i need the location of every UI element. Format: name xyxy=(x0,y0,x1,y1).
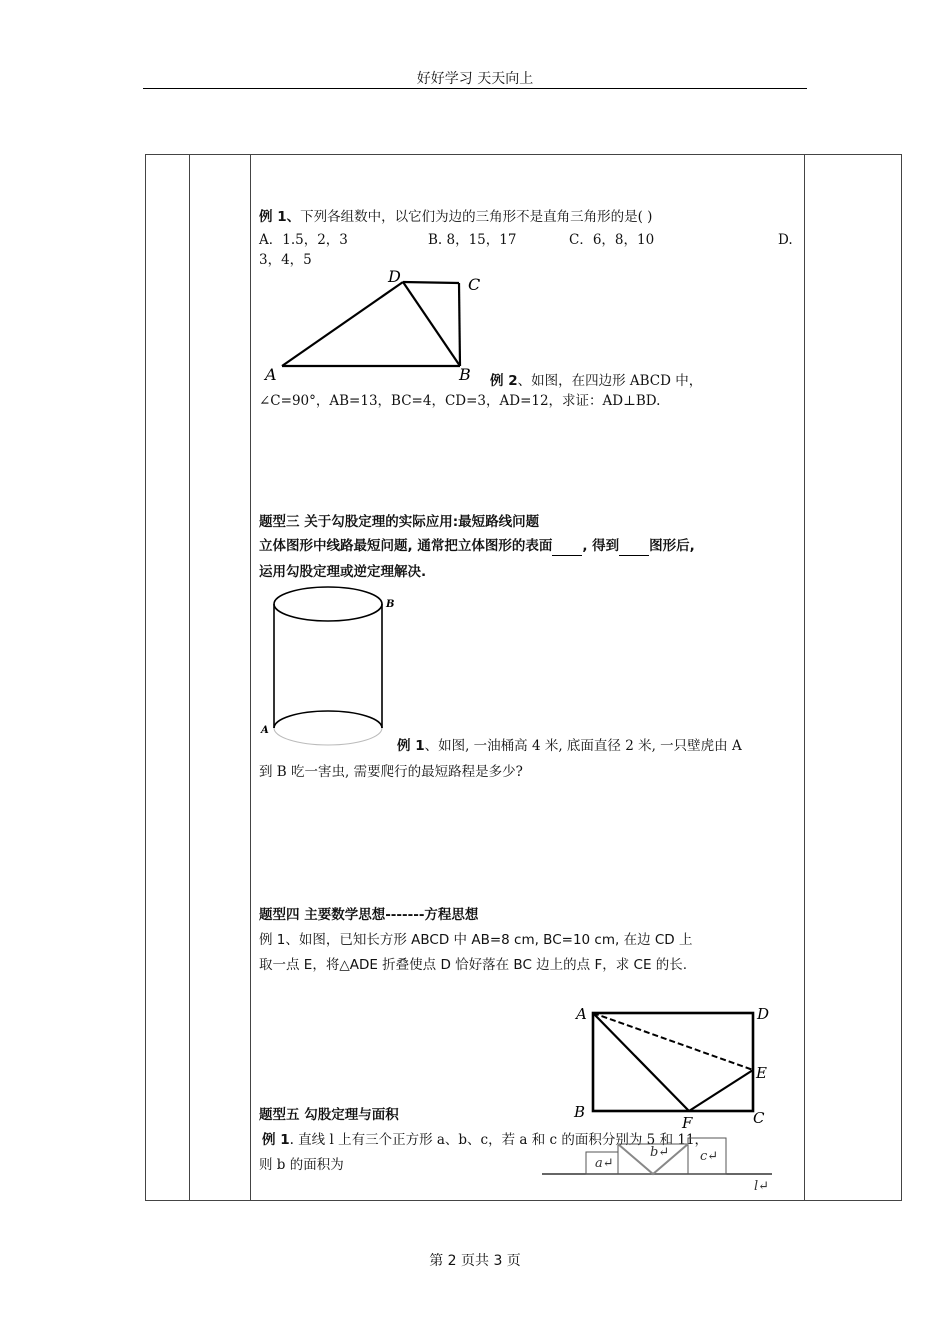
type3-desc-part3: 图形后, xyxy=(649,538,695,554)
page-footer: 第 2 页共 3 页 xyxy=(429,1253,521,1269)
example2-line1 xyxy=(490,371,702,391)
segment-fe xyxy=(689,1070,753,1111)
segment-ad xyxy=(282,282,403,366)
example1-question xyxy=(259,207,652,227)
type3-example-line1 xyxy=(397,736,742,756)
rect-label-c: C xyxy=(753,1109,765,1127)
rect-label-a: A xyxy=(576,1005,587,1023)
type3-desc-line1 xyxy=(259,536,695,556)
example1-question-text: 下列各组数中，以它们为边的三角形不是直角三角形的是( ) xyxy=(300,209,653,225)
page-header-title: 好好学习 天天向上 xyxy=(416,71,534,87)
segment-cb xyxy=(459,283,460,366)
type3-example-line2: 到 B 吃一害虫, 需要爬行的最短路程是多少? xyxy=(259,764,523,780)
type5-title: 题型五 勾股定理与面积 xyxy=(259,1107,399,1123)
type3-blank-1 xyxy=(552,541,582,556)
table-column-divider-1 xyxy=(189,154,190,1201)
example1-option-a: A．1.5，2，3 xyxy=(259,232,348,248)
label-a: A xyxy=(265,365,277,384)
rect-label-d: D xyxy=(757,1005,770,1023)
cylinder-top-ellipse xyxy=(274,587,382,621)
square-label-a: a↵ xyxy=(595,1156,614,1171)
example1-label: 例 1、 xyxy=(259,209,301,225)
example2-line2: ∠C=90°，AB=13，BC=4，CD=3，AD=12，求证：AD⊥BD. xyxy=(259,393,661,409)
cylinder-bottom-front xyxy=(274,728,382,745)
cylinder-figure xyxy=(255,585,405,755)
cylinder-label-b: B xyxy=(386,599,395,610)
type4-line2: 取一点 E，将△ADE 折叠使点 D 恰好落在 BC 边上的点 F，求 CE 的长. xyxy=(259,957,688,973)
type3-desc-part2: , 得到 xyxy=(582,538,620,554)
type3-title: 题型三 关于勾股定理的实际应用:最短路线问题 xyxy=(259,514,540,530)
line-label-l: l↵ xyxy=(754,1179,770,1194)
label-d: D xyxy=(388,267,401,286)
cylinder-label-a: A xyxy=(261,725,269,736)
square-label-c: c↵ xyxy=(700,1149,719,1164)
type3-example-line1-text: 、如图, 一油桶高 4 米, 底面直径 2 米, 一只壁虎由 A xyxy=(424,738,742,754)
cylinder-bottom-back xyxy=(274,711,382,728)
example1-option-c: C．6，8，10 xyxy=(569,232,655,248)
rect-label-b: B xyxy=(574,1103,586,1121)
squares-on-line-figure xyxy=(540,1130,780,1194)
rectangle-fold-figure xyxy=(568,1000,783,1132)
square-label-b: b↵ xyxy=(650,1145,670,1160)
segment-af xyxy=(593,1013,689,1111)
type3-desc-line2: 运用勾股定理或逆定理解决. xyxy=(259,564,427,580)
type5-line1-text: . 直线 l 上有三个正方形 a、b、c，若 a 和 c 的面积分别为 5 和 11， xyxy=(289,1132,709,1148)
table-column-divider-2 xyxy=(250,154,251,1201)
table-column-divider-3 xyxy=(804,154,805,1201)
type4-title: 题型四 主要数学思想-------方程思想 xyxy=(259,907,479,923)
type5-example-label: 例 1 xyxy=(262,1132,290,1148)
header-rule xyxy=(143,88,807,89)
segment-dc xyxy=(403,282,459,283)
example1-option-d-value: 3，4，5 xyxy=(259,252,312,268)
type3-blank-2 xyxy=(619,541,649,556)
segment-ae-dashed xyxy=(593,1013,753,1070)
example1-option-b: B. 8，15，17 xyxy=(428,232,517,248)
example2-label: 例 2 xyxy=(490,373,518,389)
label-b: B xyxy=(459,365,471,384)
type5-line2: 则 b 的面积为 xyxy=(259,1157,344,1173)
type3-example-label: 例 1 xyxy=(397,738,425,754)
rect-label-f: F xyxy=(682,1114,693,1132)
type3-desc-part1: 立体图形中线路最短问题, 通常把立体图形的表面 xyxy=(259,538,553,554)
example2-line1-text: 、如图，在四边形 ABCD 中， xyxy=(517,373,703,389)
rect-label-e: E xyxy=(756,1064,767,1082)
example1-option-d-label: D. xyxy=(778,232,793,248)
segment-db xyxy=(403,282,460,366)
label-c: C xyxy=(468,275,481,294)
type4-line1: 例 1、如图，已知长方形 ABCD 中 AB=8 cm, BC=10 cm, 在边 CD 上 xyxy=(259,932,693,948)
quadrilateral-figure xyxy=(255,262,495,387)
